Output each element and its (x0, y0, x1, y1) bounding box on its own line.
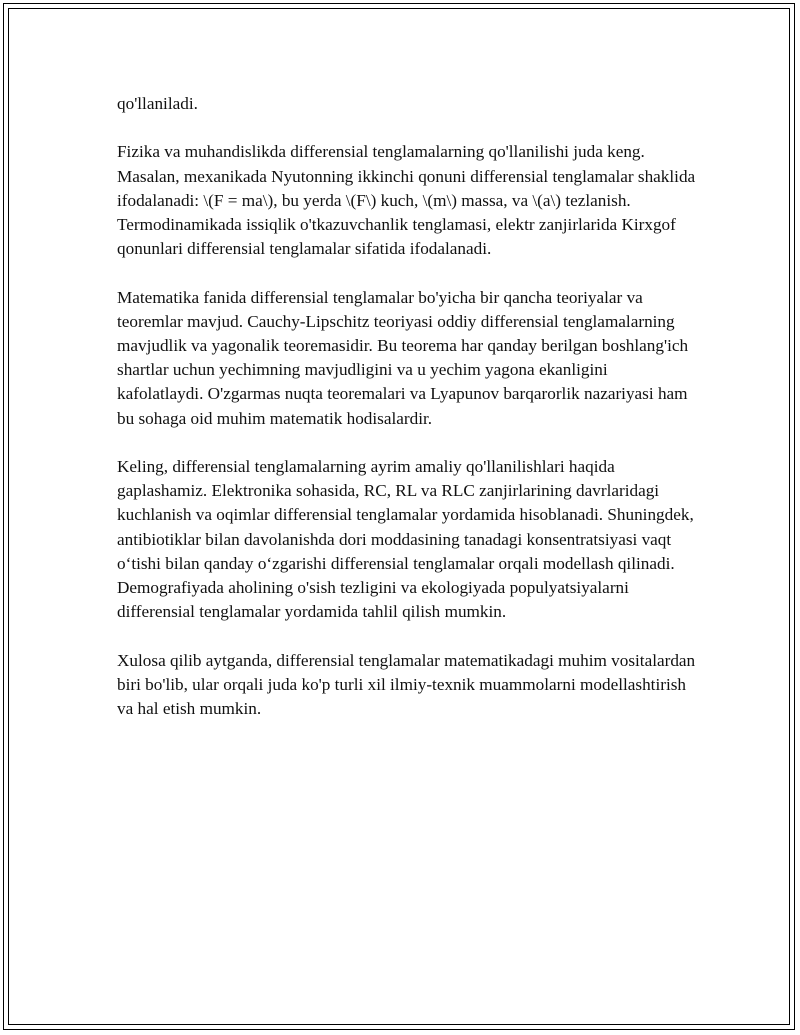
document-page (3, 3, 795, 1030)
paragraph-continuation: qo'llaniladi. (117, 94, 198, 113)
paragraph-mathematical-theory: Matematika fanida differensial tenglamalar bo'yicha bir qancha teoriyalar va teoremlar mavjud. Cauchy-Lipschitz teoriyasi oddiy differensial tenglamalarning mavjudlik va yagonalik teoremasidir. Bu teorema har qanday berilgan boshlang'ich shartlar uchun yechimning mavjudligini va u yechim yagona ekanligini kafolatlaydi. O'zgarmas nuqta teoremalari va Lyapunov barqarorlik nazariyasi ham bu sohaga oid muhim matematik hodisalardir. (117, 287, 689, 428)
document-body (117, 92, 697, 745)
paragraph-practical-applications: Keling, differensial tenglamalarning ayrim amaliy qo'llanilishlari haqida gaplashamiz. Elektronika sohasida, RC, RL va RLC zanjirlarining davrlaridagi kuchlanish va oqimlar differensial tenglamalar yordamida hisoblanadi. Shuningdek, antibiotiklar bilan davolanishda dori moddasining tanadagi konsentratsiyasi vaqt o‘tishi bilan qanday o‘zgarishi differensial tenglamalar orqali modellash qilinadi. Demografiyada aholining o'sish tezligini va ekologiyada populyatsiyalarni differensial tenglamalar yordamida tahlil qilish mumkin. (117, 457, 694, 622)
paragraph-physics-engineering: Fizika va muhandislikda differensial tenglamalarning qo'llanilishi juda keng. Masalan, mexanikada Nyutonning ikkinchi qonuni differensial tenglamalar shaklida ifodalanadi: \(F = ma\), bu yerda \(F\) kuch, \(m\) massa, va \(a\) tezlanish. Termodinamikada issiqlik o'tkazuvchanlik tenglamasi, elektr zanjirlarida Kirxgof qonunlari differensial tenglamalar sifatida ifodalanadi. (117, 142, 696, 259)
paragraph-conclusion: Xulosa qilib aytganda, differensial tenglamalar matematikadagi muhim vositalardan biri bo'lib, ular orqali juda ko'p turli xil ilmiy-texnik muammolarni modellashtirish va hal etish mumkin. (117, 650, 696, 719)
